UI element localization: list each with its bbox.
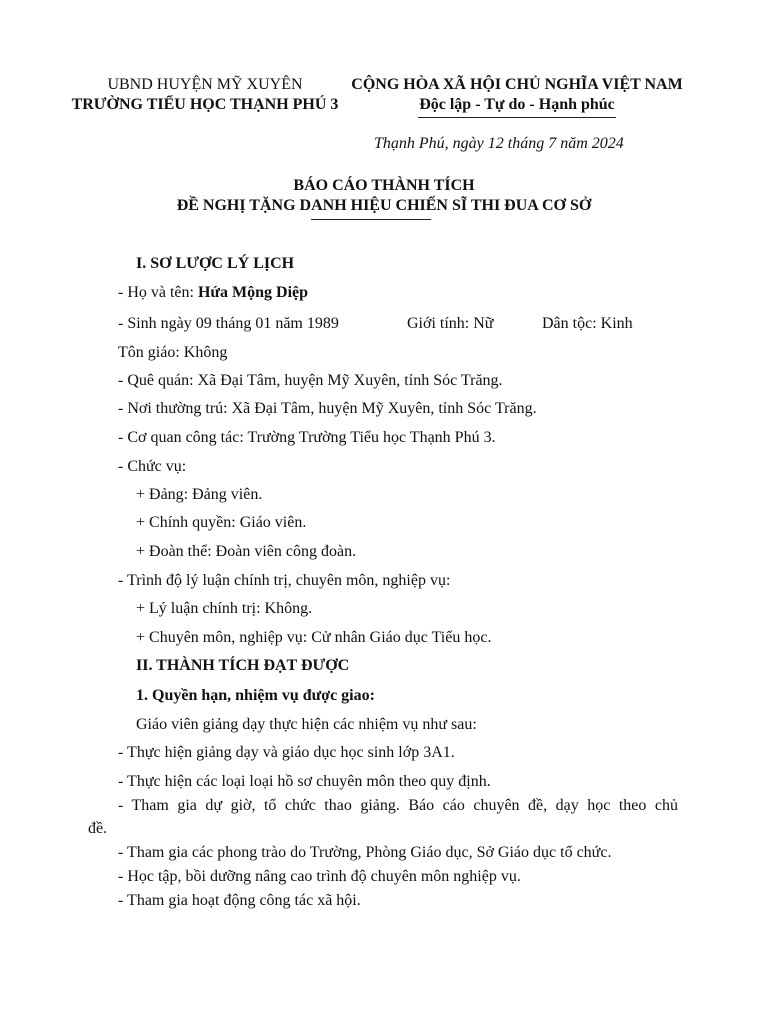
report-subtitle: ĐỀ NGHỊ TẶNG DANH HIỆU CHIẾN SĨ THI ĐUA CƠ SỞ bbox=[176, 197, 592, 214]
date-line: Thạnh Phú, ngày 12 tháng 7 năm 2024 bbox=[374, 135, 624, 152]
duty-item: - Thực hiện các loại loại hồ sơ chuyên môn theo quy định. bbox=[118, 773, 491, 790]
report-title: BÁO CÁO THÀNH TÍCH bbox=[293, 177, 475, 194]
gender: Giới tính: Nữ bbox=[407, 315, 494, 332]
duty-item-continuation: đề. bbox=[88, 820, 108, 837]
duty-item: - Học tập, bồi dưỡng nâng cao trình độ chuyên môn nghiệp vụ. bbox=[118, 868, 521, 885]
title-underline bbox=[311, 219, 431, 220]
duties-intro: Giáo viên giảng dạy thực hiện các nhiệm vụ như sau: bbox=[136, 716, 477, 733]
workplace: - Cơ quan công tác: Trường Trường Tiểu học Thạnh Phú 3. bbox=[118, 429, 496, 446]
position-government: + Chính quyền: Giáo viên. bbox=[136, 514, 307, 531]
section-1-heading: I. SƠ LƯỢC LÝ LỊCH bbox=[136, 255, 295, 272]
religion: Tôn giáo: Không bbox=[118, 344, 228, 361]
position-label: - Chức vụ: bbox=[118, 458, 187, 475]
position-party: + Đảng: Đảng viên. bbox=[136, 486, 263, 503]
full-name-label: - Họ và tên: bbox=[118, 284, 198, 301]
birth-date: - Sinh ngày 09 tháng 01 năm 1989 bbox=[118, 315, 339, 332]
position-union: + Đoàn thể: Đoàn viên công đoàn. bbox=[136, 543, 357, 560]
duty-item: - Tham gia hoạt động công tác xã hội. bbox=[118, 892, 361, 909]
org-name-school: TRƯỜNG TIỂU HỌC THẠNH PHÚ 3 bbox=[71, 96, 339, 113]
motto-underline bbox=[418, 117, 616, 118]
political-theory: + Lý luận chính trị: Không. bbox=[136, 600, 313, 617]
national-title: CỘNG HÒA XÃ HỘI CHỦ NGHĨA VIỆT NAM bbox=[351, 76, 683, 93]
duty-item: - Thực hiện giảng dạy và giáo dục học sinh lớp 3A1. bbox=[118, 744, 455, 761]
org-name-district: UBND HUYỆN MỸ XUYÊN bbox=[107, 76, 303, 93]
duty-item: - Tham gia dự giờ, tổ chức thao giảng. Báo cáo chuyên đề, dạy học theo chủ bbox=[118, 797, 678, 814]
full-name-line bbox=[118, 283, 308, 303]
subsection-1-heading: 1. Quyền hạn, nhiệm vụ được giao: bbox=[136, 687, 375, 704]
qualification-label: - Trình độ lý luận chính trị, chuyên môn, nghiệp vụ: bbox=[118, 572, 451, 589]
full-name-value: Hứa Mộng Diệp bbox=[197, 284, 309, 301]
national-motto: Độc lập - Tự do - Hạnh phúc bbox=[419, 96, 615, 113]
duty-item: - Tham gia các phong trào do Trường, Phòng Giáo dục, Sở Giáo dục tổ chức. bbox=[118, 844, 612, 861]
ethnicity: Dân tộc: Kinh bbox=[542, 315, 633, 332]
professional-qualification: + Chuyên môn, nghiệp vụ: Cử nhân Giáo dục Tiểu học. bbox=[136, 629, 492, 646]
section-2-heading: II. THÀNH TÍCH ĐẠT ĐƯỢC bbox=[136, 657, 350, 674]
hometown: - Quê quán: Xã Đại Tâm, huyện Mỹ Xuyên, tỉnh Sóc Trăng. bbox=[118, 372, 503, 389]
residence: - Nơi thường trú: Xã Đại Tâm, huyện Mỹ Xuyên, tỉnh Sóc Trăng. bbox=[118, 400, 537, 417]
